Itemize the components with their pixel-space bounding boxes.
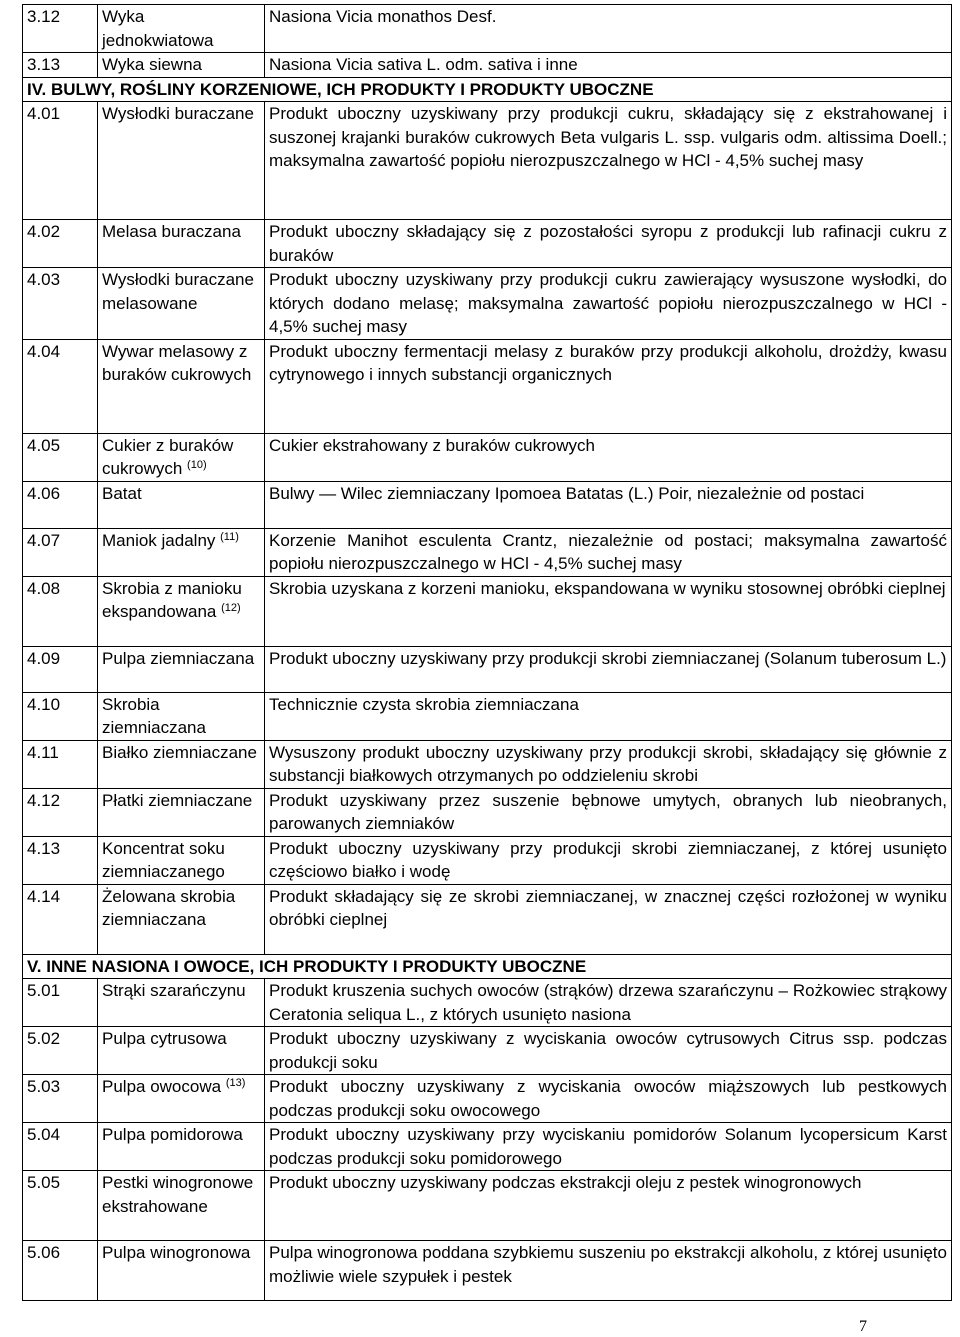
item-name-cell — [98, 1241, 265, 1301]
item-name: Pulpa ziemniaczana — [102, 648, 255, 668]
table-row — [23, 5, 952, 53]
item-name-cell — [98, 220, 265, 268]
item-name: Pulpa pomidorowa — [102, 1125, 243, 1144]
item-name-cell — [98, 339, 265, 433]
item-name: Wywar melasowy z buraków cukrowych — [102, 341, 252, 384]
item-name-cell — [98, 979, 265, 1027]
footnote-reference: (12) — [221, 602, 241, 614]
table-row — [23, 646, 952, 692]
item-name-cell — [98, 1171, 265, 1241]
item-description: Produkt uboczny uzyskiwany przy wyciskaniu pomidorów Solanum lycopersicum Karst podczas produkcji soku pomidorowego — [265, 1123, 952, 1171]
item-name: Pestki winogronowe ekstrahowane — [102, 1173, 254, 1216]
table-row — [23, 1027, 952, 1075]
item-description: Produkt uboczny uzyskiwany przy produkcji skrobi ziemniaczanej, z której usunięto częściowo białko i wodę — [265, 836, 952, 884]
item-name-cell — [98, 740, 265, 788]
item-description: Cukier ekstrahowany z buraków cukrowych — [265, 433, 952, 481]
item-name-cell — [98, 576, 265, 646]
item-number: 5.03 — [23, 1075, 98, 1123]
item-number: 5.05 — [23, 1171, 98, 1241]
item-number: 4.07 — [23, 528, 98, 576]
table-row — [23, 268, 952, 340]
item-name: Cukier z buraków cukrowych — [102, 435, 234, 478]
item-description: Produkt uboczny uzyskiwany przy produkcji skrobi ziemniaczanej (Solanum tuberosum L.) — [265, 646, 952, 692]
item-description: Technicznie czysta skrobia ziemniaczana — [265, 692, 952, 740]
item-name-cell — [98, 102, 265, 220]
item-name-cell — [98, 5, 265, 53]
table-row — [23, 979, 952, 1027]
table-row — [23, 1241, 952, 1301]
item-name: Pulpa winogronowa — [102, 1243, 251, 1262]
item-name: Koncentrat soku ziemniaczanego — [102, 838, 225, 881]
table-row — [23, 836, 952, 884]
section-heading-row — [23, 954, 952, 979]
table-row — [23, 220, 952, 268]
item-name-cell — [98, 836, 265, 884]
section-heading: V. INNE NASIONA I OWOCE, ICH PRODUKTY I PRODUKTY UBOCZNE — [23, 954, 952, 979]
item-name-cell — [98, 528, 265, 576]
item-name: Pulpa cytrusowa — [102, 1029, 227, 1048]
item-number: 4.01 — [23, 102, 98, 220]
item-number: 3.12 — [23, 5, 98, 53]
item-number: 4.05 — [23, 433, 98, 481]
table-row — [23, 788, 952, 836]
item-number: 4.14 — [23, 884, 98, 954]
item-number: 5.04 — [23, 1123, 98, 1171]
item-number: 3.13 — [23, 53, 98, 78]
item-name-cell — [98, 1123, 265, 1171]
item-number: 4.04 — [23, 339, 98, 433]
item-description: Produkt kruszenia suchych owoców (strąków) drzewa szarańczynu – Rożkowiec strąkowy Ceratonia seliqua L., z których usunięto nasiona — [265, 979, 952, 1027]
item-name-cell — [98, 53, 265, 78]
item-name: Skrobia ziemniaczana — [102, 694, 206, 737]
item-description: Nasiona Vicia sativa L. odm. sativa i inne — [265, 53, 952, 78]
item-number: 5.06 — [23, 1241, 98, 1301]
table-row — [23, 433, 952, 481]
item-description: Skrobia uzyskana z korzeni manioku, ekspandowana w wyniku stosownej obróbki cieplnej — [265, 576, 952, 646]
item-name: Strąki szarańczynu — [102, 981, 246, 1000]
item-name: Batat — [102, 483, 142, 503]
footnote-reference: (11) — [220, 530, 239, 543]
item-number: 4.06 — [23, 481, 98, 528]
item-description: Produkt uboczny składający się z pozostałości syropu z produkcji lub rafinacji cukru z buraków — [265, 220, 952, 268]
item-name: Białko ziemniaczane — [102, 742, 257, 762]
item-name: Wysłodki buraczane — [102, 104, 254, 123]
item-name-cell — [98, 646, 265, 692]
item-description: Pulpa winogronowa poddana szybkiemu suszeniu po ekstrakcji alkoholu, z której usunięto możliwie wiele szypułek i pestek — [265, 1241, 952, 1301]
table-body — [23, 5, 952, 1301]
item-name: Płatki ziemniaczane — [102, 790, 253, 810]
item-description: Produkt uboczny uzyskiwany z wyciskania owoców cytrusowych Citrus ssp. podczas produkcji soku — [265, 1027, 952, 1075]
page-number: 7 — [859, 1318, 867, 1335]
item-number: 4.13 — [23, 836, 98, 884]
table-row — [23, 339, 952, 433]
item-name: Maniok jadalny — [102, 530, 216, 550]
section-heading-row — [23, 77, 952, 102]
item-number: 5.01 — [23, 979, 98, 1027]
item-name-cell — [98, 692, 265, 740]
footnote-reference: (10) — [187, 459, 207, 471]
item-name-cell — [98, 433, 265, 481]
section-heading: IV. BULWY, ROŚLINY KORZENIOWE, ICH PRODUKTY I PRODUKTY UBOCZNE — [23, 77, 952, 102]
item-number: 4.11 — [23, 740, 98, 788]
item-number: 4.10 — [23, 692, 98, 740]
item-description: Produkt uboczny uzyskiwany z wyciskania owoców miąższowych lub pestkowych podczas produkcji soku owocowego — [265, 1075, 952, 1123]
table-row — [23, 481, 952, 528]
table-row — [23, 102, 952, 220]
item-name: Pulpa owocowa — [102, 1077, 222, 1096]
item-name-cell — [98, 481, 265, 528]
item-description: Produkt składający się ze skrobi ziemniaczanej, w znacznej części rozłożonej w wyniku obróbki cieplnej — [265, 884, 952, 954]
item-description: Wysuszony produkt uboczny uzyskiwany przy produkcji skrobi, składający się głównie z substancji białkowych otrzymanych po oddzieleniu skrobi — [265, 740, 952, 788]
item-name: Skrobia z manioku ekspandowana — [102, 578, 242, 621]
item-name: Wyka siewna — [102, 55, 202, 74]
item-name: Wyka jednokwiatowa — [102, 7, 214, 50]
table-row — [23, 1123, 952, 1171]
item-name-cell — [98, 1075, 265, 1123]
item-description: Produkt uboczny uzyskiwany przy produkcji cukru zawierający wysuszone wysłodki, do których dodano melasę; maksymalna zawartość popiołu nierozpuszczalnego w HCl - 4,5% suchej masy — [265, 268, 952, 340]
table-row — [23, 740, 952, 788]
item-name: Wysłodki buraczane melasowane — [102, 270, 254, 313]
table-row — [23, 1171, 952, 1241]
feed-materials-table — [22, 4, 952, 1301]
item-number: 4.02 — [23, 220, 98, 268]
table-row — [23, 884, 952, 954]
item-number: 4.09 — [23, 646, 98, 692]
item-name-cell — [98, 884, 265, 954]
item-description: Korzenie Manihot esculenta Crantz, niezależnie od postaci; maksymalna zawartość popiołu nierozpuszczalnego w HCl - 4,5% suchej masy — [265, 528, 952, 576]
item-description: Produkt uboczny uzyskiwany przy produkcji cukru, składający się z ekstrahowanej i suszonej krajanki buraków cukrowych Beta vulgaris L. ssp. vulgaris odm. altissima Doell.; maksymalna zawartość popiołu nierozpuszczalnego w HCl - 4,5% suchej masy — [265, 102, 952, 220]
item-description: Produkt uzyskiwany przez suszenie bębnowe umytych, obranych lub nieobranych, parowanych ziemniaków — [265, 788, 952, 836]
item-name-cell — [98, 268, 265, 340]
item-name-cell — [98, 788, 265, 836]
table-row — [23, 1075, 952, 1123]
item-number: 4.12 — [23, 788, 98, 836]
item-name-cell — [98, 1027, 265, 1075]
table-row — [23, 528, 952, 576]
table-row — [23, 576, 952, 646]
item-name: Melasa buraczana — [102, 222, 241, 241]
item-description: Produkt uboczny uzyskiwany podczas ekstrakcji oleju z pestek winogronowych — [265, 1171, 952, 1241]
item-description: Produkt uboczny fermentacji melasy z buraków przy produkcji alkoholu, drożdży, kwasu cytrynowego i innych substancji organicznych — [265, 339, 952, 433]
footnote-reference: (13) — [225, 1077, 246, 1089]
item-name: Żelowana skrobia ziemniaczana — [102, 886, 236, 929]
item-number: 4.03 — [23, 268, 98, 340]
table-row — [23, 692, 952, 740]
item-number: 4.08 — [23, 576, 98, 646]
item-description: Bulwy — Wilec ziemniaczany Ipomoea Batatas (L.) Poir, niezależnie od postaci — [265, 481, 952, 528]
table-row — [23, 53, 952, 78]
item-description: Nasiona Vicia monathos Desf. — [265, 5, 952, 53]
item-number: 5.02 — [23, 1027, 98, 1075]
